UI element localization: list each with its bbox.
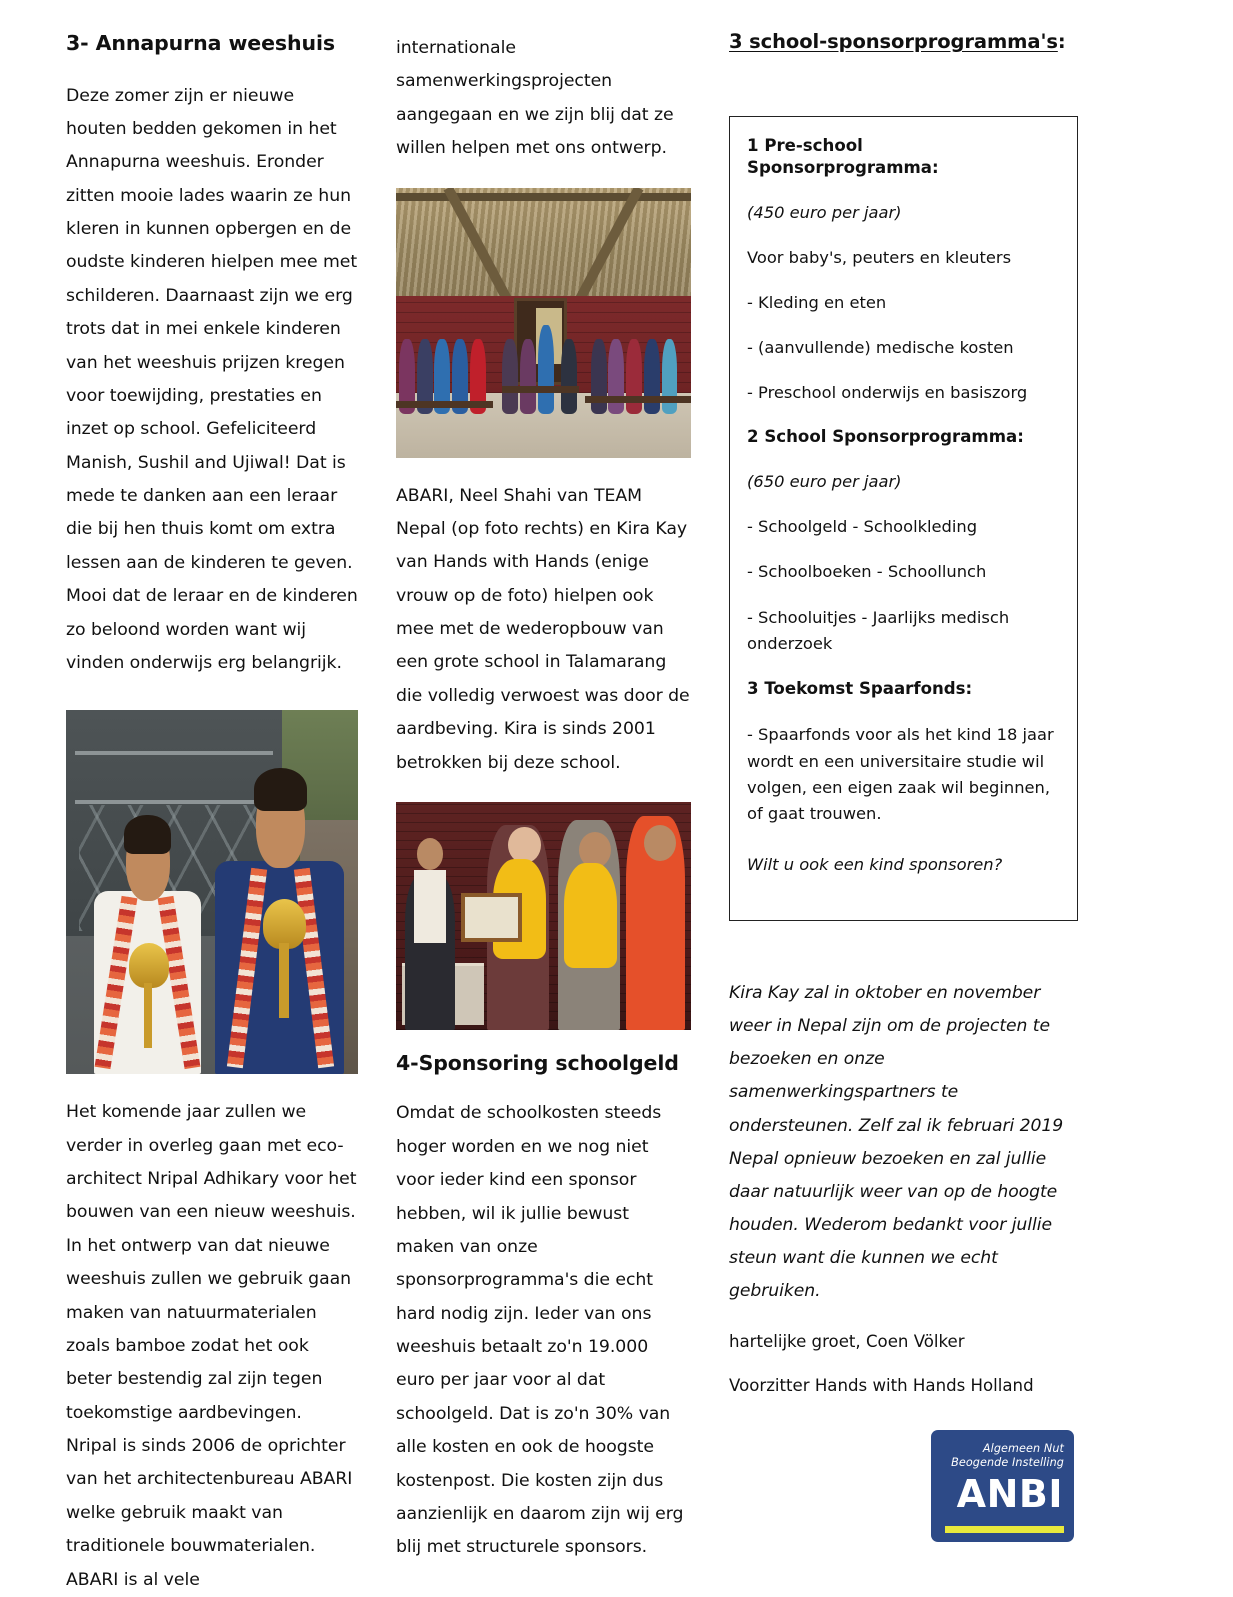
- photo-scarf-yellow-2: [564, 863, 617, 968]
- photo-trophy-right-cup: [263, 899, 306, 949]
- column-middle: [396, 22, 729, 1565]
- section-heading-annapurna: 3- Annapurna weeshuis: [66, 31, 336, 55]
- program-1-item: - Kleding en eten: [747, 292, 887, 312]
- anbi-logo-tagline-line1: Algemeen Nut: [982, 1441, 1064, 1455]
- program-2-item: - Schoolboeken - Schoollunch: [747, 561, 987, 581]
- paragraph-schoolkosten: Omdat de schoolkosten steeds hoger worden en we nog niet voor ieder kind een sponsor hebben, wil ik jullie bewust maken van onze sponsorprogramma's die echt hard nodig zijn. Ieder van ons weeshuis betaalt zo'n 19.000 euro per jaar voor al dat schoolgeld. Dat is zo'n 30% van alle kosten en ook de hoogste kostenpost. Die kosten zijn dus aanzienlijk en daarom zijn wij erg blij met structurele sponsors.: [396, 1103, 684, 1558]
- signoff-role: Voorzitter Hands with Hands Holland: [729, 1376, 1034, 1396]
- anbi-logo-acronym: ANBI: [956, 1471, 1063, 1516]
- photo-person-4-head: [644, 825, 676, 861]
- three-column-layout: [66, 22, 1178, 1597]
- photo-award-ceremony: [396, 802, 691, 1030]
- sponsorprogrammas-title-colon: :: [1057, 30, 1066, 53]
- anbi-logo-tagline: [931, 1442, 1064, 1470]
- program-2-price: (650 euro per jaar): [747, 471, 902, 491]
- paragraph-nieuw-weeshuis: Het komende jaar zullen we verder in overleg gaan met eco-architect Nripal Adhikary voor het bouwen van een nieuw weeshuis. In het ontwerp van dat nieuwe weeshuis zullen we gebruik gaan maken van natuurmaterialen zoals bamboe zodat het ook beter bestendig zal zijn tegen toekomstige aardbevingen. Nripal is sinds 2006 de oprichter van het architectenbureau ABARI welke gebruik maakt van traditionele bouwmaterialen. ABARI is al vele: [66, 1102, 357, 1590]
- program-1-price: (450 euro per jaar): [747, 202, 902, 222]
- column-left: [66, 22, 396, 1597]
- photo-student: [591, 339, 607, 415]
- anbi-logo-tagline-line2: Beogende Instelling: [951, 1455, 1064, 1469]
- program-2-item: - Schooluitjes - Jaarlijks medisch onderzoek: [747, 608, 1010, 654]
- photo-trophy-right-stem: [279, 943, 288, 1018]
- program-3-item: - Spaarfonds voor als het kind 18 jaar wordt en een universitaire studie wil volgen, een eigen zaak wil beginnen, of gaat trouwen.: [747, 725, 1054, 824]
- program-3-heading: 3 Toekomst Spaarfonds:: [747, 678, 973, 698]
- photo-children-with-trophies: [66, 710, 358, 1074]
- section-heading-sponsoring: 4-Sponsoring schoolgeld: [396, 1050, 679, 1075]
- photo-trophy-left-cup: [129, 943, 169, 988]
- photo-roof-ridge: [396, 193, 691, 201]
- photo-certificate: [461, 893, 522, 942]
- photo-classroom: [396, 188, 691, 458]
- photo-child-right: [212, 761, 346, 1074]
- photo-student: [502, 339, 518, 415]
- anbi-logo-yellow-bar: [945, 1526, 1064, 1533]
- signoff-name: hartelijke groet, Coen Völker: [729, 1331, 965, 1351]
- photo-bench: [396, 401, 493, 408]
- photo-student: [538, 325, 554, 414]
- photo-student: [644, 339, 660, 415]
- photo-student: [626, 339, 642, 415]
- anbi-logo: [931, 1430, 1074, 1542]
- photo-bench: [502, 386, 579, 393]
- photo-student: [608, 339, 624, 415]
- column-right: [729, 22, 1078, 1542]
- photo-child-left-hair: [124, 815, 171, 854]
- sponsor-programs-box: [729, 116, 1078, 921]
- program-1-item: - Preschool onderwijs en basiszorg: [747, 383, 1028, 403]
- program-3-question: Wilt u ook een kind sponsoren?: [747, 854, 1003, 874]
- paragraph-annapurna-intro: Deze zomer zijn er nieuwe houten bedden gekomen in het Annapurna weeshuis. Eronder zitten mooie lades waarin ze hun kleren in kunnen opbergen en de oudste kinderen hielpen mee met schilderen. Daarnaast zijn we erg trots dat in mei enkele kinderen van het weeshuis prijzen kregen voor toewijding, prestaties en inzet op school. Gefeliciteerd Manish, Sushil and Ujiwal! Dat is mede te danken aan een leraar die bij hen thuis komt om extra lessen aan de kinderen te geven. Mooi dat de leraar en de kinderen zo beloond worden want wij vinden onderwijs erg belangrijk.: [66, 85, 358, 673]
- photo-person-2-head: [508, 827, 540, 863]
- paragraph-outro: Kira Kay zal in oktober en november weer in Nepal zijn om de projecten te bezoeken en onze samenwerkingspartners te ondersteunen. Zelf zal ik februari 2019 Nepal opnieuw bezoeken en zal jullie daar natuurlijk weer van op de hoogte houden. Wederom bedankt voor jullie steun want die kunnen we echt gebruiken.: [729, 982, 1064, 1302]
- sponsorprogrammas-title-text: 3 school-sponsorprogramma's: [729, 30, 1058, 53]
- program-2-heading: 2 School Sponsorprogramma:: [747, 427, 1024, 447]
- photo-scarf-white: [414, 870, 446, 943]
- photo-students-group: [396, 317, 691, 414]
- sponsorprogrammas-title: [729, 30, 1078, 53]
- photo-student: [662, 339, 678, 415]
- program-1-heading: 1 Pre-school Sponsorprogramma:: [747, 136, 939, 178]
- anbi-logo-container: [729, 1430, 1078, 1542]
- photo-student: [520, 339, 536, 415]
- photo-child-left: [89, 812, 206, 1074]
- photo-trophy-left-stem: [144, 983, 152, 1049]
- paragraph-abari-continued: internationale samenwerkingsprojecten aangegaan en we zijn blij dat ze willen helpen met ons ontwerp.: [396, 38, 674, 159]
- program-2-item: - Schoolgeld - Schoolkleding: [747, 516, 978, 536]
- photo-bench: [585, 396, 691, 403]
- program-1-item: - (aanvullende) medische kosten: [747, 338, 1014, 358]
- photo-student: [561, 339, 577, 415]
- paragraph-abari-caption: ABARI, Neel Shahi van TEAM Nepal (op foto rechts) en Kira Kay van Hands with Hands (enige vrouw op de foto) hielpen ook mee met de wederopbouw van een grote school in Talamarang die volledig verwoest was door de aardbeving. Kira is sinds 2001 betrokken bij deze school.: [396, 485, 690, 773]
- photo-child-right-hair: [254, 768, 308, 812]
- program-1-intro: Voor baby's, peuters en kleuters: [747, 247, 1012, 267]
